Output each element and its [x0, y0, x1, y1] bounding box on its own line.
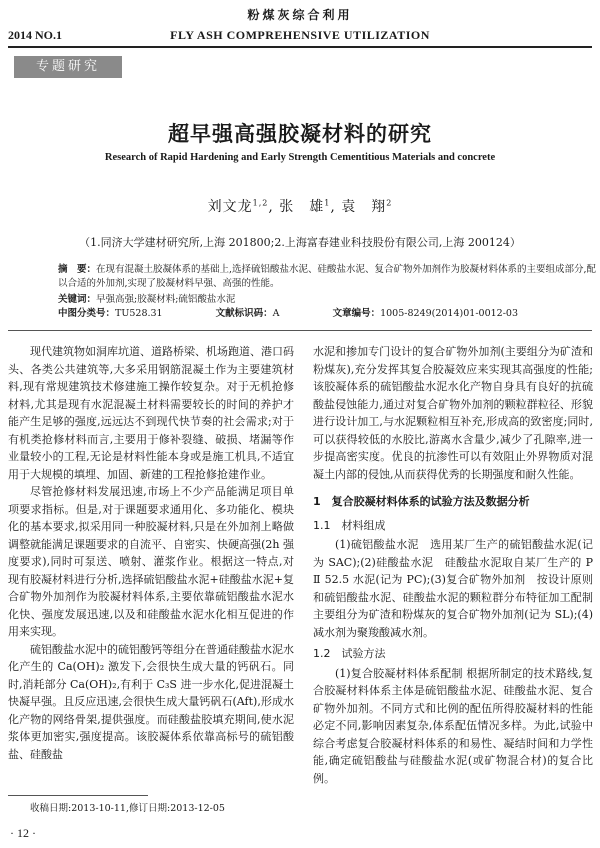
doc-code-label: 文献标识码：: [215, 308, 273, 319]
author-name: 刘文龙: [207, 199, 253, 215]
cls-value: TU528.31: [115, 308, 163, 319]
body-column-right: [313, 343, 593, 787]
page-number: · 12 ·: [10, 826, 36, 840]
paragraph: 尽管抢修材料发展迅速,市场上不少产品能满足项目单项要求指标。但是,对于课题要求通用化、多功能化、模块化的基本要求,拟采用同一种胶凝材料,只是在外加剂上略做调整就能满足课题要求的自流平、自密实、快硬高强(2h 强度要求),同时可泵送、喷射、灌浆作业。根据这一特点,对现有胶凝材料进行分析,选择硫铝酸盐水泥+硅酸盐水泥+复合矿物外加剂作为胶凝材料体系,主要依靠硫铝酸盐水泥水化快、强度发展迅速,以及和硅酸盐水泥水化相互促进的作用来实现。: [8, 485, 294, 638]
issue-number: 2014 NO.1: [8, 28, 62, 42]
keywords-text: 早强高强;胶凝材料;硫铝酸盐水泥: [96, 294, 236, 305]
author-list: 刘文龙$^{1,2}$, 张 雄$^1$, 袁 翔$^2$: [207, 198, 393, 215]
column-tag: 专题研究: [14, 56, 122, 78]
abstract-label: 摘 要：: [58, 264, 97, 275]
paragraph: 现代建筑物如洞库坑道、道路桥梁、机场跑道、港口码头、各类公共建筑等,大多采用钢筋混凝土作为主要建筑材料,现有常规建筑技术修建施工操作较复杂。对于无机抢修材料,尤其是现有水泥混凝土材料需要较长的时间的养护才能产生足够的强度,远远达不到现代快节奏的社会需求;对于有机类抢修材料而言,主要用于修补裂缝、破损、堵漏等作业量较小的工程,无论是材料性能本身或是施工机具,不适宜用于大规模的填埋、加固、新建的工程抢修抢建作业。: [8, 345, 294, 481]
journal-name-cn: 粉煤灰综合利用: [247, 8, 353, 22]
title-en: Research of Rapid Hardening and Early Strength Cementitious Materials and concrete: [104, 152, 496, 163]
section-rule: [8, 330, 592, 331]
title-cn: 超早强高强胶凝材料的研究: [168, 121, 432, 146]
author-affil-mark: 1: [324, 198, 331, 208]
abstract: [58, 263, 598, 291]
cls-label: 中图分类号：: [58, 308, 116, 319]
doc-code-value: A: [272, 308, 280, 319]
subsection-heading: 1.2 试验方法: [313, 647, 386, 660]
header-rule: [8, 46, 592, 48]
body-column-left: [8, 343, 294, 763]
keywords: [58, 293, 598, 307]
abstract-text: 在现有混凝土胶凝体系的基础上,选择硫铝酸盐水泥、硅酸盐水泥、复合矿物外加剂作为胶凝材料体系的主要组成部分,配以合适的外加剂,实现了胶凝材料早强、高强的性能。: [58, 264, 597, 289]
paragraph: (1)硫铝酸盐水泥 选用某厂生产的硫铝酸盐水泥(记为 SAC);(2)硅酸盐水泥 硅酸盐水泥取自某厂生产的 P Ⅱ 52.5 水泥(记为 PC);(3)复合矿物外加剂 按设计原则和硫铝酸盐水泥、硅酸盐水泥的颗粒群分布特征加工配制主要组分为矿渣和粉煤灰的复合矿物外加剂(记为 SL);(4)减水剂为聚羧酸减水剂。: [313, 538, 593, 639]
section-heading: 1 复合胶凝材料体系的试验方法及数据分析: [313, 495, 530, 508]
classification-line: [58, 307, 598, 321]
author-name: 袁 翔: [341, 199, 387, 215]
article-no-value: 1005-8249(2014)01-0012-03: [380, 308, 519, 319]
author-affil-mark: 2: [386, 198, 393, 208]
article-no-label: 文章编号：: [332, 308, 381, 319]
author-name: 张 雄: [279, 199, 325, 215]
journal-name-en: FLY ASH COMPREHENSIVE UTILIZATION: [170, 28, 430, 42]
affiliation: （1.同济大学建材研究所,上海 201800;2.上海富春建业科技股份有限公司,上海 200124）: [79, 236, 521, 249]
paragraph: 硫铝酸盐水泥中的硫铝酸钙等组分在普通硅酸盐水泥水化产生的 Ca(OH)₂ 激发下,会很快生成大量的钙矾石。同时,消耗部分 Ca(OH)₂,有利于 C₃S 进一步水化,促进混凝土快凝早强。且反应迅速,会很快生成大量钙矾石(Aft),形成水化产物的网络骨架,提供强度。而硅酸盐胶填充期间,使水泥浆体更加密实,强度提高。该胶凝体系依靠高标号的硫铝酸盐、硅酸盐: [8, 642, 294, 761]
footnote-rule: [8, 795, 148, 796]
paragraph: (1)复合胶凝材料体系配制 根据所制定的技术路线,复合胶凝材料体系主体是硫铝酸盐水泥、硅酸盐水泥、复合矿物外加剂。不同方式和比例的配伍所得胶凝材料的性能必定不同,影响因素复杂,体系配伍情况多样。为此,试验中综合考虑复合胶凝材料体系的和易性、凝结时间和力学性能,确定硫铝酸盐与硅酸盐水泥(或矿物混合材)的复合比例。: [313, 666, 593, 785]
paragraph: 水泥和掺加专门设计的复合矿物外加剂(主要组分为矿渣和粉煤灰),充分发挥其复合胶凝效应来实现其高强度的性能;该胶凝体系的硫铝酸盐水泥水化产物自身具有良好的抗硫酸盐侵蚀能力,通过对复合矿物外加剂的颗粒群粒径、形貌进行设计加工,与水泥颗粒相互补充,形成高的致密度;同时,可以获得较低的水胶比,游离水含量少,减少了孔隙率,进一步提高密实度。优良的抗渗性可以有效阻止外界物质对混凝土内部的侵蚀,从而获得优秀的长期强度和耐久性能。: [313, 345, 593, 481]
author-affil-mark: 1,2: [252, 198, 269, 208]
keywords-label: 关键词：: [58, 294, 97, 305]
received-date: 收稿日期:2013-10-11,修订日期:2013-12-05: [30, 803, 225, 814]
subsection-heading: 1.1 材料组成: [313, 518, 386, 532]
